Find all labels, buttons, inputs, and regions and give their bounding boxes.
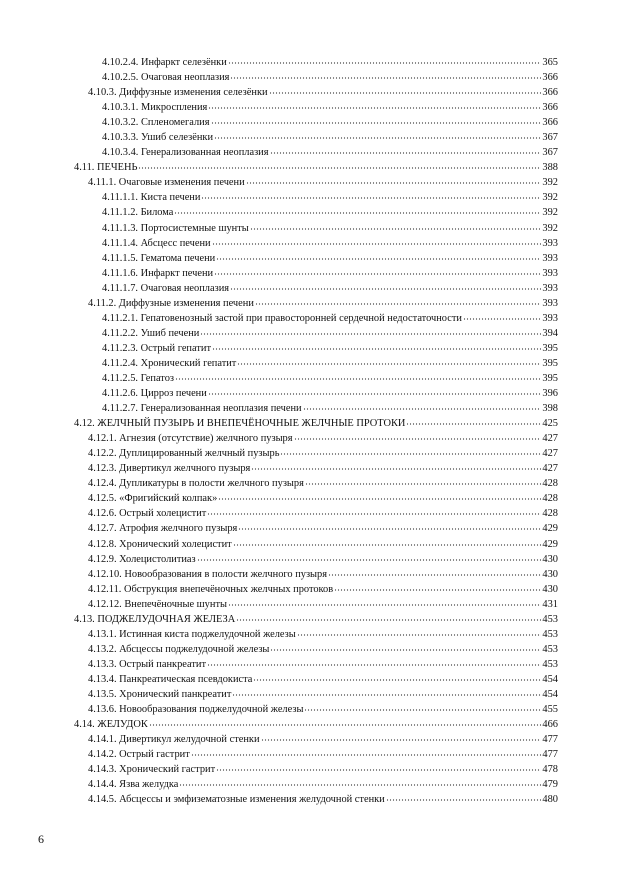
toc-entry-page: 453	[542, 658, 558, 670]
toc-entry	[74, 476, 558, 491]
dot-leader	[216, 258, 541, 260]
dot-leader	[212, 243, 542, 245]
toc-entry-title: 4.14.5. Абсцессы и эмфизематозные изменения желудочной стенки	[88, 794, 385, 806]
toc-entry	[74, 175, 558, 190]
toc-entry-page: 428	[542, 478, 558, 490]
toc-entry-page: 453	[542, 613, 558, 625]
toc-entry-page: 392	[542, 207, 558, 219]
toc-entry-title: 4.13.1. Истинная киста поджелудочной железы	[88, 628, 296, 640]
toc-entry-title: 4.12.8. Хронический холецистит	[88, 538, 232, 550]
toc-entry-title: 4.11.1.1. Киста печени	[102, 192, 201, 204]
toc-entry-title: 4.10.3.3. Ушиб селезёнки	[102, 132, 214, 144]
toc-entry-page: 398	[542, 403, 558, 415]
toc-entry-page: 366	[542, 117, 558, 129]
toc-entry-title: 4.11. ПЕЧЕНЬ	[74, 162, 138, 174]
toc-entry	[74, 657, 558, 672]
toc-entry-title: 4.13. ПОДЖЕЛУДОЧНАЯ ЖЕЛЕЗА	[74, 613, 236, 625]
dot-leader	[269, 92, 542, 94]
dot-leader	[246, 182, 542, 184]
toc-entry-page: 431	[542, 598, 558, 610]
toc-entry	[74, 70, 558, 85]
toc-entry-title: 4.14.3. Хронический гастрит	[88, 764, 216, 776]
toc-entry-page: 425	[542, 418, 558, 430]
toc-entry-page: 392	[542, 192, 558, 204]
toc-entry-page: 393	[542, 267, 558, 279]
dot-leader	[233, 544, 542, 546]
toc-entry-title: 4.10.2.5. Очаговая неоплазия	[102, 72, 230, 84]
toc-entry-page: 427	[542, 448, 558, 460]
dot-leader	[251, 468, 541, 470]
dot-leader	[214, 273, 541, 275]
toc-entry-page: 427	[542, 433, 558, 445]
toc-entry-title: 4.14.2. Острый гастрит	[88, 749, 190, 761]
toc-entry-page: 430	[542, 553, 558, 565]
dot-leader	[191, 754, 542, 756]
toc-entry-title: 4.11.2.1. Гепатовенозный застой при правосторонней сердечной недостаточности	[102, 312, 462, 324]
dot-leader	[207, 513, 541, 515]
toc-entry-page: 429	[542, 523, 558, 535]
toc-entry-title: 4.10.3.4. Генерализованная неоплазия	[102, 147, 269, 159]
toc-entry	[74, 687, 558, 702]
dot-leader	[230, 77, 541, 79]
toc-entry	[74, 371, 558, 386]
dot-leader	[207, 664, 541, 666]
toc-entry-title: 4.13.5. Хронический панкреатит	[88, 688, 232, 700]
toc-entry	[74, 311, 558, 326]
toc-entry	[74, 416, 558, 431]
dot-leader	[214, 137, 541, 139]
toc-entry-page: 466	[542, 719, 558, 731]
toc-entry-title: 4.12.5. «Фригийский колпак»	[88, 493, 218, 505]
dot-leader	[218, 498, 541, 500]
dot-leader	[149, 724, 542, 726]
dot-leader	[208, 393, 542, 395]
toc-entry	[74, 732, 558, 747]
toc-entry	[74, 386, 558, 401]
dot-leader	[386, 799, 542, 801]
toc-entry-title: 4.10.3.2. Спленомегалия	[102, 117, 210, 129]
toc-entry	[74, 762, 558, 777]
dot-leader	[261, 739, 542, 741]
toc-entry-page: 367	[542, 147, 558, 159]
toc-entry-page: 453	[542, 628, 558, 640]
toc-entry-title: 4.11.2.5. Гепатоз	[102, 372, 175, 384]
toc-entry-title: 4.12. ЖЕЛЧНЫЙ ПУЗЫРЬ И ВНЕПЕЧЁНОЧНЫЕ ЖЕЛЧНЫЕ ПРОТОКИ	[74, 418, 406, 430]
toc-entry	[74, 266, 558, 281]
toc-entry-title: 4.11.2.6. Цирроз печени	[102, 388, 207, 400]
toc-entry-title: 4.12.12. Внепечёночные шунты	[88, 598, 227, 610]
toc-entry-page: 392	[542, 222, 558, 234]
toc-entry-title: 4.11.2.2. Ушиб печени	[102, 327, 200, 339]
dot-leader	[232, 694, 541, 696]
toc-entry-page: 365	[542, 57, 558, 68]
toc-entry-title: 4.14. ЖЕЛУДОК	[74, 719, 148, 731]
toc-entry	[74, 717, 558, 732]
toc-entry-page: 430	[542, 568, 558, 580]
toc-entry-title: 4.12.2. Дуплицированный желчный пузырь	[88, 448, 280, 460]
toc-entry-title: 4.11.1.4. Абсцесс печени	[102, 237, 211, 249]
toc-entry-title: 4.10.2.4. Инфаркт селезёнки	[102, 57, 227, 68]
dot-leader	[270, 649, 541, 651]
toc-entry-page: 366	[542, 72, 558, 84]
toc-entry-page: 453	[542, 643, 558, 655]
dot-leader	[280, 453, 541, 455]
toc-entry-title: 4.11.2. Диффузные изменения печени	[88, 297, 254, 309]
toc-entry	[74, 506, 558, 521]
dot-leader	[228, 62, 542, 64]
toc-entry	[74, 431, 558, 446]
toc-entry-title: 4.12.7. Атрофия желчного пузыря	[88, 523, 238, 535]
toc-entry	[74, 221, 558, 236]
toc-entry-page: 480	[542, 794, 558, 806]
toc-entry-page: 393	[542, 237, 558, 249]
toc-entry-title: 4.12.11. Обструкция внепечёночных желчных протоков	[88, 583, 334, 595]
toc-entry-page: 366	[542, 102, 558, 114]
toc-entry-title: 4.13.6. Новообразования поджелудочной железы	[88, 704, 304, 716]
toc-entry-title: 4.11.2.4. Хронический гепатит	[102, 357, 237, 369]
toc-entry-title: 4.12.10. Новообразования в полости желчного пузыря	[88, 568, 328, 580]
toc-entry	[74, 672, 558, 687]
dot-leader	[236, 619, 541, 621]
toc-entry	[74, 627, 558, 642]
toc-entry-page: 479	[542, 779, 558, 791]
toc-entry	[74, 792, 558, 807]
toc-entry	[74, 115, 558, 130]
toc-entry	[74, 281, 558, 296]
dot-leader	[253, 679, 541, 681]
toc-entry	[74, 326, 558, 341]
dot-leader	[216, 769, 541, 771]
toc-entry-page: 428	[542, 493, 558, 505]
toc-entry	[74, 100, 558, 115]
toc-entry	[74, 55, 558, 70]
dot-leader	[230, 288, 541, 290]
toc-entry-page: 427	[542, 463, 558, 475]
dot-leader	[228, 604, 541, 606]
toc-entry-page: 395	[542, 342, 558, 354]
dot-leader	[250, 228, 542, 230]
toc-entry-title: 4.13.2. Абсцессы поджелудочной железы	[88, 643, 270, 655]
toc-entry-page: 394	[542, 327, 558, 339]
toc-entry	[74, 537, 558, 552]
toc-entry	[74, 582, 558, 597]
toc-entry-page: 393	[542, 282, 558, 294]
toc-entry	[74, 552, 558, 567]
dot-leader	[212, 348, 541, 350]
toc-entry	[74, 401, 558, 416]
toc-entry	[74, 597, 558, 612]
toc-entry-page: 429	[542, 538, 558, 550]
toc-entry	[74, 612, 558, 627]
toc-entry-page: 395	[542, 372, 558, 384]
toc-entry-page: 477	[542, 734, 558, 746]
dot-leader	[197, 559, 542, 561]
toc-entry-title: 4.11.2.3. Острый гепатит	[102, 342, 211, 354]
toc-entry-title: 4.14.4. Язва желудка	[88, 779, 179, 791]
toc-entry-page: 393	[542, 252, 558, 264]
dot-leader	[208, 107, 541, 109]
toc-entry-page: 395	[542, 357, 558, 369]
toc-entry-page: 454	[542, 673, 558, 685]
toc-entry	[74, 251, 558, 266]
toc-entry-page: 454	[542, 688, 558, 700]
toc-entry	[74, 702, 558, 717]
dot-leader	[294, 438, 542, 440]
toc-entry	[74, 236, 558, 251]
dot-leader	[211, 122, 542, 124]
dot-leader	[303, 408, 542, 410]
toc-entry	[74, 521, 558, 536]
toc-entry	[74, 85, 558, 100]
toc-entry-page: 478	[542, 764, 558, 776]
dot-leader	[175, 378, 541, 380]
toc-entry-title: 4.14.1. Дивертикул желудочной стенки	[88, 734, 260, 746]
toc-entry-title: 4.11.1.6. Инфаркт печени	[102, 267, 214, 279]
dot-leader	[304, 709, 541, 711]
toc-entry	[74, 491, 558, 506]
toc-entry-title: 4.13.4. Панкреатическая псевдокиста	[88, 673, 253, 685]
toc-entry-page: 393	[542, 312, 558, 324]
toc-entry	[74, 190, 558, 205]
table-of-contents	[74, 55, 558, 807]
toc-entry	[74, 205, 558, 220]
page-number: 6	[38, 832, 44, 846]
toc-entry	[74, 296, 558, 311]
toc-entry	[74, 777, 558, 792]
toc-entry-page: 366	[542, 87, 558, 99]
dot-leader	[270, 152, 542, 154]
toc-entry-page: 393	[542, 297, 558, 309]
toc-entry-title: 4.10.3.1. Микроспления	[102, 102, 208, 114]
toc-entry-page: 367	[542, 132, 558, 144]
toc-entry	[74, 130, 558, 145]
toc-entry-title: 4.13.3. Острый панкреатит	[88, 658, 206, 670]
dot-leader	[334, 589, 541, 591]
toc-entry	[74, 341, 558, 356]
toc-entry	[74, 747, 558, 762]
dot-leader	[406, 423, 541, 425]
dot-leader	[255, 303, 542, 305]
toc-entry-title: 4.11.1.5. Гематома печени	[102, 252, 216, 264]
dot-leader	[297, 634, 542, 636]
toc-entry-page: 455	[542, 704, 558, 716]
dot-leader	[463, 318, 541, 320]
toc-entry-title: 4.12.4. Дупликатуры в полости желчного пузыря	[88, 478, 304, 490]
toc-entry	[74, 446, 558, 461]
toc-entry-page: 428	[542, 508, 558, 520]
dot-leader	[174, 212, 541, 214]
toc-entry	[74, 356, 558, 371]
toc-entry-title: 4.11.1. Очаговые изменения печени	[88, 177, 245, 189]
toc-entry-page: 430	[542, 583, 558, 595]
toc-entry-page: 388	[542, 162, 558, 174]
toc-entry-title: 4.11.1.2. Билома	[102, 207, 174, 219]
dot-leader	[328, 574, 541, 576]
dot-leader	[238, 528, 541, 530]
toc-entry	[74, 461, 558, 476]
toc-entry	[74, 642, 558, 657]
dot-leader	[179, 784, 541, 786]
toc-entry-title: 4.12.1. Агнезия (отсутствие) желчного пузыря	[88, 433, 293, 445]
dot-leader	[138, 167, 541, 169]
toc-entry-title: 4.10.3. Диффузные изменения селезёнки	[88, 87, 268, 99]
toc-entry-page: 392	[542, 177, 558, 189]
toc-entry-title: 4.11.1.7. Очаговая неоплазия	[102, 282, 230, 294]
toc-entry	[74, 567, 558, 582]
toc-entry	[74, 145, 558, 160]
dot-leader	[237, 363, 541, 365]
toc-entry-title: 4.12.9. Холецистолитиаз	[88, 553, 196, 565]
dot-leader	[201, 197, 541, 199]
dot-leader	[200, 333, 541, 335]
toc-entry-page: 396	[542, 388, 558, 400]
dot-leader	[305, 483, 542, 485]
toc-entry-page: 477	[542, 749, 558, 761]
toc-entry-title: 4.12.6. Острый холецистит	[88, 508, 207, 520]
toc-entry-title: 4.11.1.3. Портосистемные шунты	[102, 222, 249, 234]
toc-entry-title: 4.12.3. Дивертикул желчного пузыря	[88, 463, 251, 475]
toc-entry	[74, 160, 558, 175]
toc-entry-title: 4.11.2.7. Генерализованная неоплазия печени	[102, 403, 302, 415]
